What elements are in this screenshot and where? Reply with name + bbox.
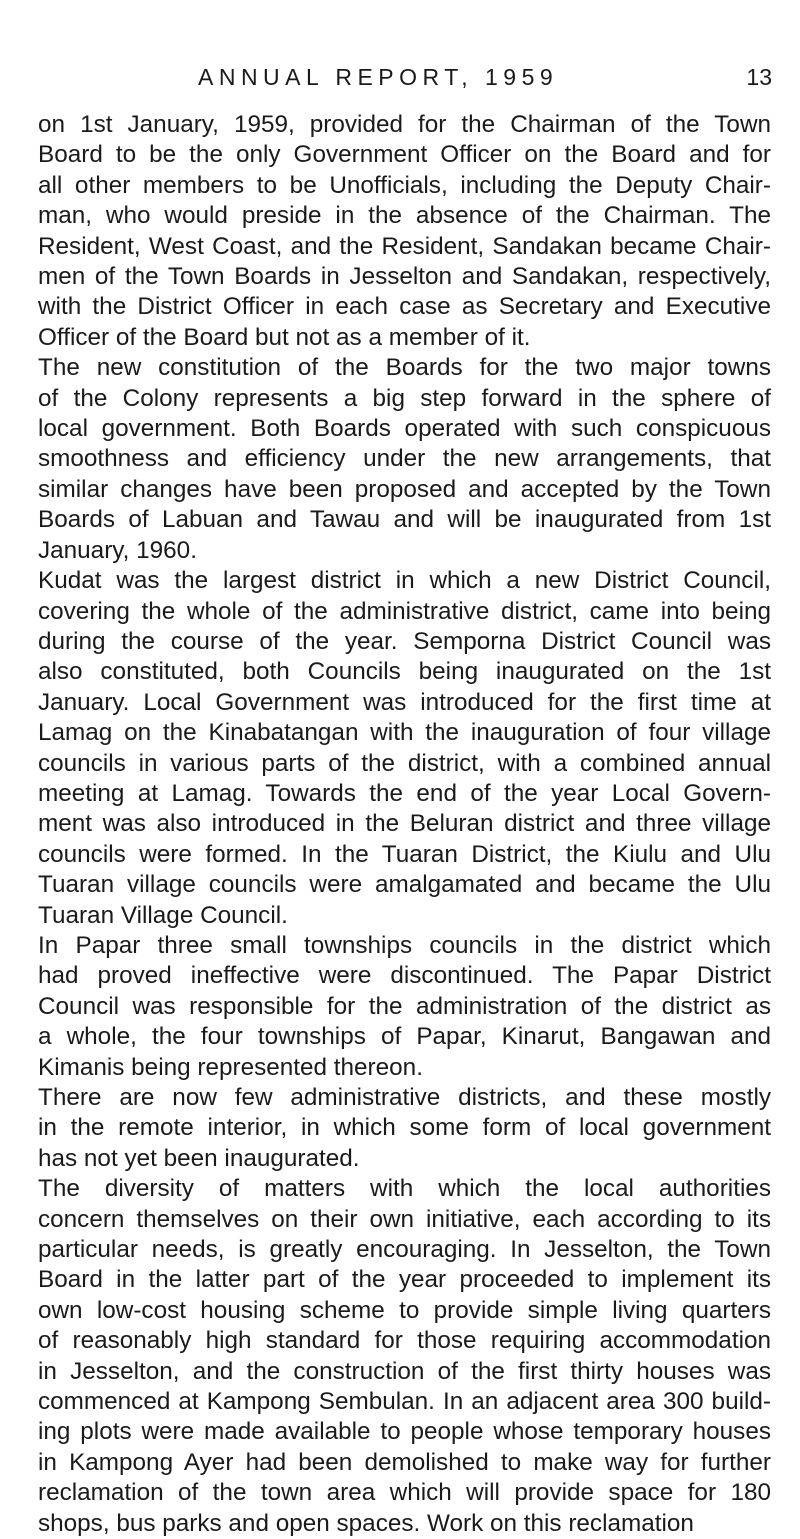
text-line: The new constitution of the Boards for the two major towns <box>38 354 771 382</box>
text-line: a whole, the four townships of Papar, Kinarut, Bangawan and <box>38 1023 771 1051</box>
text-line: ment was also introduced in the Beluran district and three village <box>38 810 771 838</box>
body-text <box>38 110 771 1539</box>
text-line: meeting at Lamag. Towards the end of the year Local Govern- <box>38 779 771 807</box>
text-line: reclamation of the town area which will provide space for 180 <box>38 1479 771 1507</box>
text-line: The diversity of matters with which the local authorities <box>38 1175 771 1203</box>
paragraph <box>38 110 771 353</box>
text-line: during the course of the year. Semporna District Council was <box>38 627 771 655</box>
text-line: In Papar three small townships councils in the district which <box>38 931 771 959</box>
text-line: smoothness and efficiency under the new arrangements, that <box>38 445 771 473</box>
text-line: had proved ineffective were discontinued. The Papar District <box>38 962 771 990</box>
text-line: covering the whole of the administrative district, came into being <box>38 597 771 625</box>
text-line: on 1st January, 1959, provided for the Chairman of the Town <box>38 111 771 138</box>
text-line: all other members to be Unofficials, including the Deputy Chair- <box>38 171 771 199</box>
text-line: of the Colony represents a big step forward in the sphere of <box>38 384 771 412</box>
text-line: in the remote interior, in which some form of local government <box>38 1114 771 1142</box>
page-number: 13 <box>746 64 772 90</box>
paragraph <box>38 566 771 931</box>
text-line: of reasonably high standard for those requiring accommodation <box>38 1327 771 1355</box>
text-line: Tuaran village councils were amalgamated and became the Ulu <box>38 871 771 899</box>
paragraph <box>38 931 771 1083</box>
text-line: own low-cost housing scheme to provide simple living quarters <box>38 1296 771 1324</box>
text-line: Kudat was the largest district in which a new District Council, <box>38 567 771 595</box>
paragraph <box>38 353 771 566</box>
paragraph <box>38 1083 771 1174</box>
text-line: commenced at Kampong Sembulan. In an adjacent area 300 build- <box>38 1388 771 1416</box>
text-line: January, 1960. <box>38 536 197 564</box>
text-line: Lamag on the Kinabatangan with the inauguration of four village <box>38 719 771 747</box>
text-line: in Jesselton, and the construction of the first thirty houses was <box>38 1357 771 1385</box>
text-line: concern themselves on their own initiative, each according to its <box>38 1205 771 1233</box>
text-line: January. Local Government was introduced for the first time at <box>38 688 771 716</box>
text-line: local government. Both Boards operated with such conspicuous <box>38 415 771 443</box>
text-line: men of the Town Boards in Jesselton and Sandakan, respectively, <box>38 263 771 291</box>
text-line: similar changes have been proposed and accepted by the Town <box>38 475 771 503</box>
text-line: with the District Officer in each case as Secretary and Executive <box>38 293 771 321</box>
text-line: man, who would preside in the absence of the Chairman. The <box>38 202 771 230</box>
text-line: Board to be the only Government Officer on the Board and for <box>38 141 771 169</box>
text-line: Council was responsible for the administration of the district as <box>38 992 771 1020</box>
text-line: has not yet been inaugurated. <box>38 1144 360 1172</box>
text-line: shops, bus parks and open spaces. Work on this reclamation <box>38 1509 694 1537</box>
text-line: Board in the latter part of the year proceeded to implement its <box>38 1266 771 1294</box>
text-line: There are now few administrative districts, and these mostly <box>38 1084 771 1111</box>
running-title: ANNUAL REPORT, 1959 <box>198 64 559 90</box>
text-line: Officer of the Board but not as a member of it. <box>38 323 531 351</box>
text-line: in Kampong Ayer had been demolished to make way for further <box>38 1448 771 1476</box>
text-line: particular needs, is greatly encouraging. In Jesselton, the Town <box>38 1236 771 1264</box>
text-line: Kimanis being represented thereon. <box>38 1053 423 1081</box>
text-line: Tuaran Village Council. <box>38 901 288 929</box>
paragraph <box>38 1174 771 1539</box>
text-line: Resident, West Coast, and the Resident, Sandakan became Chair- <box>38 232 771 260</box>
text-line: councils were formed. In the Tuaran District, the Kiulu and Ulu <box>38 840 771 868</box>
text-line: Boards of Labuan and Tawau and will be inaugurated from 1st <box>38 506 771 534</box>
text-line: also constituted, both Councils being inaugurated on the 1st <box>38 658 771 686</box>
text-line: councils in various parts of the district, with a combined annual <box>38 749 771 777</box>
text-line: ing plots were made available to people whose temporary houses <box>38 1418 771 1446</box>
